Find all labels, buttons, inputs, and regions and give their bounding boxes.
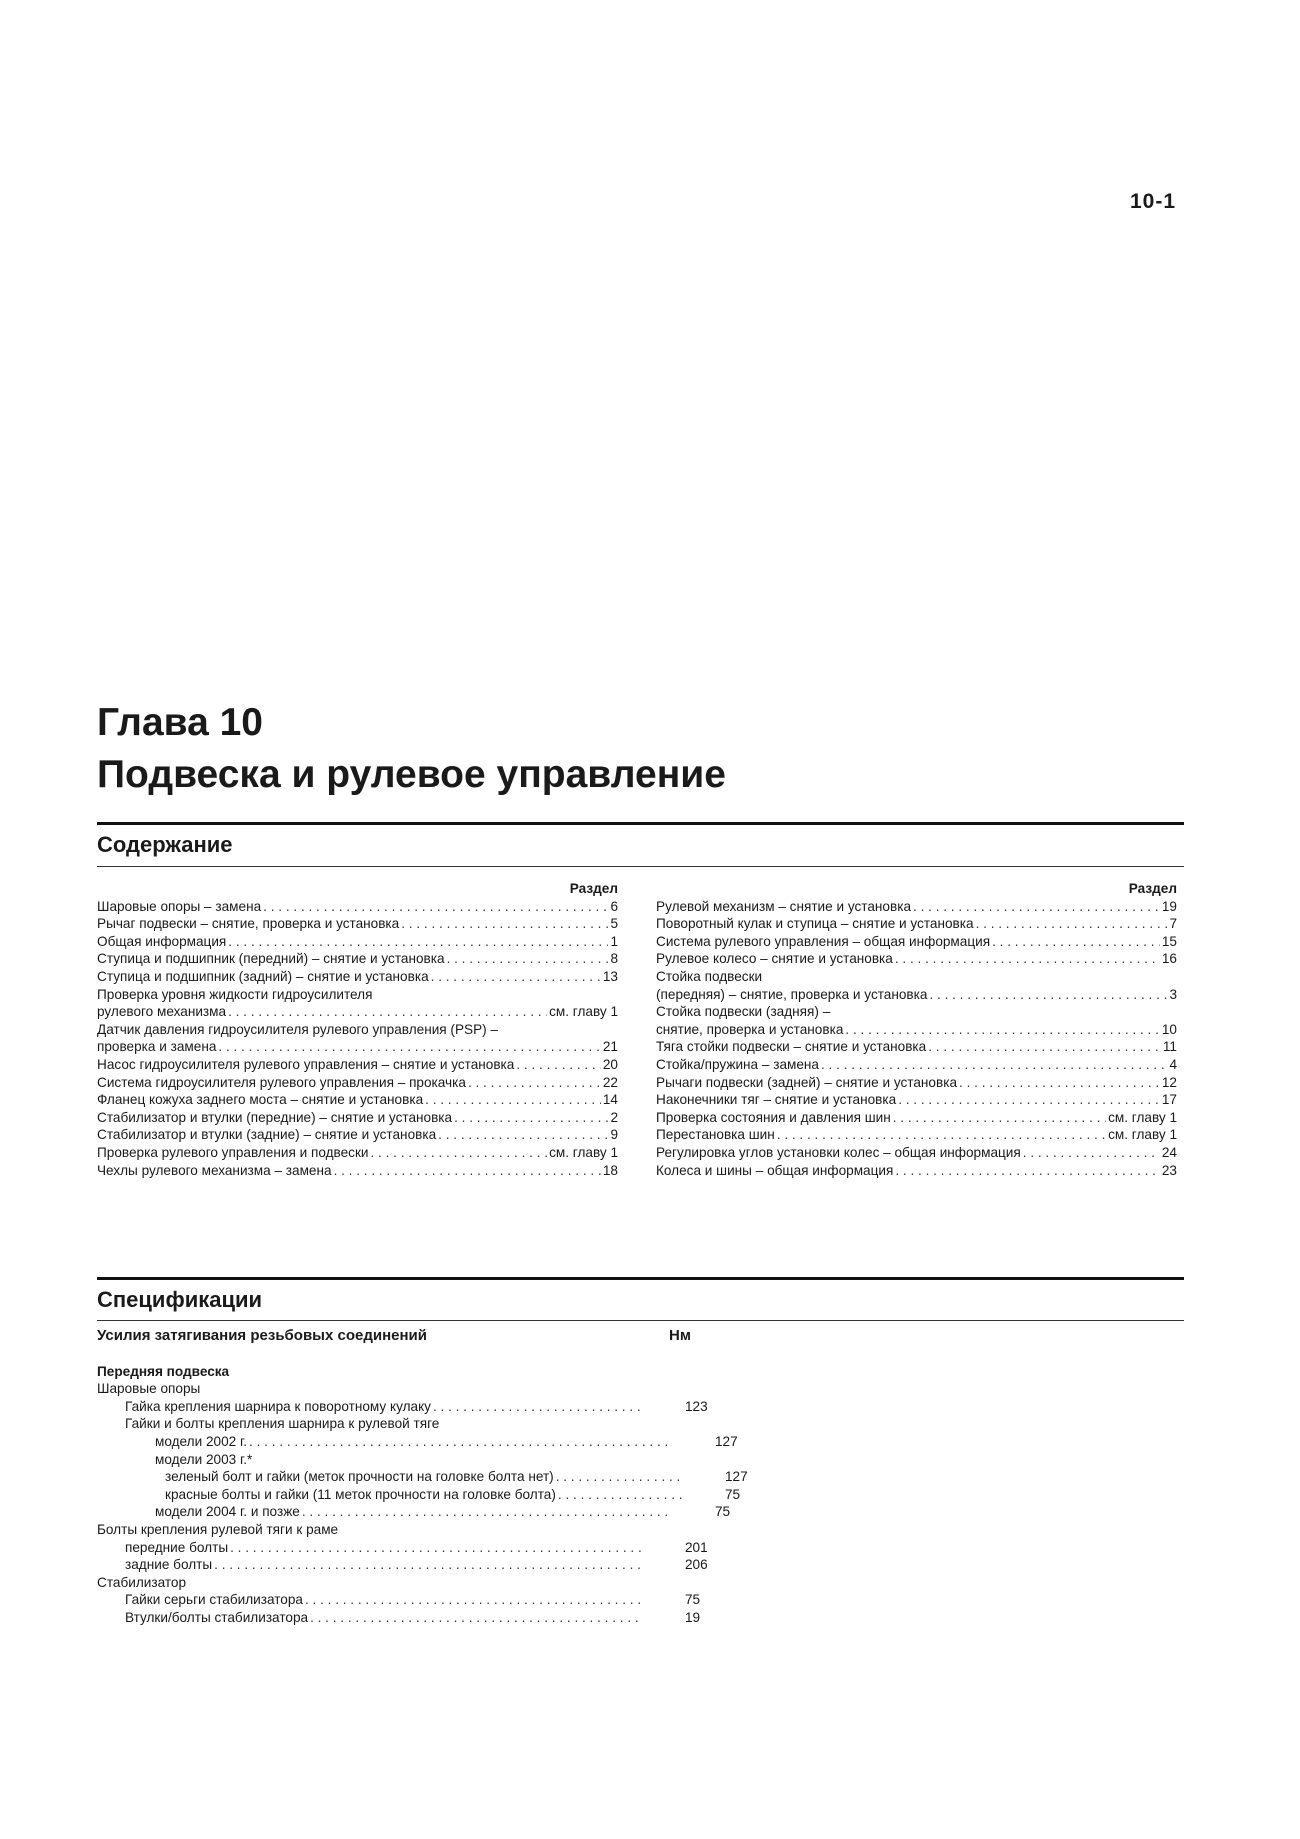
toc-entry-title: Фланец кожуха заднего моста – снятие и установка: [97, 1092, 424, 1108]
spec-row-label: Гайки серьги стабилизатора: [125, 1592, 303, 1608]
toc-entry-title: (передняя) – снятие, проверка и установка: [656, 986, 928, 1002]
spec-row-value: 127: [715, 1433, 738, 1449]
spec-row-label: зеленый болт и гайки (меток прочности на головке болта нет): [165, 1469, 554, 1485]
dot-leader: [913, 898, 1160, 916]
toc-entry-title: Наконечники тяг – снятие и установка: [656, 1092, 897, 1108]
dot-leader: [898, 1091, 1160, 1109]
spec-row-label: Болты крепления рулевой тяги к раме: [97, 1521, 339, 1537]
toc-entry: [97, 1162, 618, 1180]
spec-row: [97, 1574, 717, 1592]
dot-leader: [334, 1162, 601, 1180]
dot-leader: [928, 1038, 1161, 1056]
toc-entry-title: Шаровые опоры – замена: [97, 898, 262, 914]
dot-leader: [558, 1486, 683, 1504]
toc-entry: [97, 1056, 618, 1074]
spec-row-value: 206: [685, 1557, 708, 1573]
spec-row: [97, 1398, 717, 1416]
spec-row-label: Гайки и болты крепления шарнира к рулевой тяге: [125, 1416, 440, 1432]
toc-entry: [97, 898, 618, 916]
spec-row-label: красные болты и гайки (11 меток прочности на головке болта): [165, 1486, 556, 1502]
spec-unit-label: Нм: [669, 1327, 691, 1344]
spec-row: [97, 1433, 738, 1451]
toc-entry-section-number: 22: [602, 1074, 618, 1090]
toc-entry: [656, 1162, 1177, 1180]
chapter-label: Глава 10: [97, 701, 263, 744]
spec-row-label: модели 2002 г.: [155, 1433, 248, 1449]
toc-entry: [97, 1144, 618, 1162]
dot-leader: [438, 1126, 608, 1144]
toc-entry-title: Тяга стойки подвески – снятие и установка: [656, 1039, 927, 1055]
toc-entry-title: рулевого механизма: [97, 1004, 227, 1020]
dot-leader: [447, 950, 609, 968]
dot-leader: [556, 1468, 683, 1486]
spec-row-label: Шаровые опоры: [97, 1381, 201, 1397]
toc-entry-section-number: 12: [1161, 1074, 1177, 1090]
spec-row-value: 75: [725, 1486, 741, 1502]
dot-leader: [228, 1003, 547, 1021]
spec-row: [97, 1451, 717, 1469]
dot-leader: [468, 1074, 601, 1092]
toc-left-column: [97, 880, 618, 1179]
toc-entry-section-number: см. главу 1: [549, 1144, 618, 1160]
toc-entry-title: Стойка/пружина – замена: [656, 1056, 819, 1072]
toc-entry-section-number: 3: [1169, 986, 1177, 1002]
specs-bottom-rule: [97, 1320, 1184, 1321]
toc-entry-title: Рулевой механизм – снятие и установка: [656, 898, 912, 914]
dot-leader: [425, 1091, 601, 1109]
spec-row-label: Стабилизатор: [97, 1574, 187, 1590]
toc-entry: [656, 1109, 1177, 1127]
spec-row-label: Передняя подвеска: [97, 1363, 230, 1379]
toc-right-column: [656, 880, 1177, 1179]
toc-entry-line: Датчик давления гидроусилителя рулевого управления (PSP) –: [97, 1021, 499, 1037]
specs-heading: Спецификации: [97, 1287, 263, 1312]
spec-table-header: [97, 1327, 717, 1345]
toc-entry: [656, 986, 1177, 1004]
toc-entry-section-number: 13: [602, 968, 618, 984]
toc-entry-title: Регулировка углов установки колес – общая информация: [656, 1144, 1021, 1160]
dot-leader: [777, 1126, 1106, 1144]
spec-row: [97, 1556, 717, 1574]
spec-table-title: Усилия затягивания резьбовых соединений: [97, 1327, 427, 1344]
dot-leader: [218, 1038, 600, 1056]
toc-entry-section-number: 17: [1161, 1092, 1177, 1108]
dot-leader: [976, 915, 1168, 933]
toc-entry-section-number: 2: [610, 1109, 618, 1125]
toc-entry-section-number: 11: [1162, 1039, 1177, 1055]
dot-leader: [893, 1109, 1106, 1127]
spec-row-label: модели 2003 г.*: [155, 1451, 253, 1467]
dot-leader: [895, 1162, 1160, 1180]
page-number: 10-1: [1130, 190, 1177, 213]
spec-row-value: 201: [685, 1539, 708, 1555]
spec-row-label: Гайка крепления шарнира к поворотному кулаку: [125, 1398, 431, 1414]
contents-heading: Содержание: [97, 832, 233, 857]
spec-row: [97, 1363, 717, 1381]
torque-spec-table: [97, 1327, 748, 1627]
toc-column-header: Раздел: [569, 881, 618, 896]
specs-top-rule: [97, 1277, 1184, 1280]
toc-entry: [656, 1056, 1177, 1074]
toc-entry-line: Стойка подвески (задняя) –: [656, 1004, 831, 1020]
toc-entry-section-number: 6: [610, 898, 618, 914]
toc-entry-section-number: 14: [602, 1092, 618, 1108]
toc-entry-section-number: 10: [1161, 1021, 1177, 1037]
spec-row-label: Втулки/болты стабилизатора: [125, 1609, 309, 1625]
toc-entry-section-number: 16: [1161, 951, 1177, 967]
toc-entry: [97, 915, 618, 933]
toc-entry-section-number: см. главу 1: [549, 1004, 618, 1020]
toc-entry-title: Ступица и подшипник (передний) – снятие и установка: [97, 951, 445, 967]
toc-entry-line: Стойка подвески: [656, 968, 763, 984]
toc-entry: [656, 1144, 1177, 1162]
toc-entry-title: Перестановка шин: [656, 1127, 775, 1143]
toc-entry-title: Чехлы рулевого механизма – замена: [97, 1162, 332, 1178]
toc-entry: [97, 950, 618, 968]
spec-row: [97, 1609, 717, 1627]
toc-entry: [656, 950, 1177, 968]
contents-top-rule: [97, 822, 1184, 825]
toc-column-header: Раздел: [1128, 881, 1177, 896]
spec-row: [97, 1503, 731, 1521]
chapter-heading: [97, 698, 726, 800]
toc-entry-title: Стабилизатор и втулки (передние) – снятие и установка: [97, 1109, 453, 1125]
toc-entry-title: Колеса и шины – общая информация: [656, 1162, 894, 1178]
toc-entry-section-number: см. главу 1: [1108, 1109, 1177, 1125]
spec-row-value: 123: [685, 1398, 708, 1414]
dot-leader: [821, 1056, 1167, 1074]
toc-entry-title: Проверка рулевого управления и подвески: [97, 1144, 369, 1160]
contents-bottom-rule: [97, 866, 1184, 867]
toc-entry-section-number: 1: [610, 933, 618, 949]
dot-leader: [214, 1556, 643, 1574]
toc-entry: [656, 1021, 1177, 1039]
toc-entry: [97, 1038, 618, 1056]
toc-entry: [97, 1109, 618, 1127]
toc-entry-title: Насос гидроусилителя рулевого управления – снятие и установка: [97, 1056, 515, 1072]
toc-entry-section-number: 8: [610, 951, 618, 967]
dot-leader: [992, 933, 1160, 951]
dot-leader: [228, 933, 608, 951]
toc-entry: [656, 1091, 1177, 1109]
toc-entry: [97, 1091, 618, 1109]
spec-row-label: модели 2004 г. и позже: [155, 1504, 300, 1520]
toc-entry-section-number: 19: [1161, 898, 1177, 914]
toc-entry-title: Проверка состояния и давления шин: [656, 1109, 891, 1125]
dot-leader: [305, 1591, 643, 1609]
chapter-title: Подвеска и рулевое управление: [97, 753, 726, 796]
toc-entry: [97, 933, 618, 951]
dot-leader: [431, 968, 601, 986]
toc-entry: [97, 1126, 618, 1144]
dot-leader: [310, 1609, 643, 1627]
toc-entry: [97, 1003, 618, 1021]
dot-leader: [371, 1144, 548, 1162]
dot-leader: [454, 1109, 608, 1127]
spec-row: [97, 1521, 717, 1539]
toc-entry: [656, 933, 1177, 951]
toc-entry-section-number: 24: [1161, 1144, 1177, 1160]
toc-entry: [656, 1126, 1177, 1144]
toc-entry-title: Ступица и подшипник (задний) – снятие и установка: [97, 968, 429, 984]
toc-entry-title: Рычаг подвески – снятие, проверка и установка: [97, 916, 400, 932]
spec-row: [97, 1591, 717, 1609]
spec-row-label: передние болты: [125, 1539, 229, 1555]
toc-entry-section-number: 7: [1169, 916, 1177, 932]
spec-row: [97, 1486, 741, 1504]
dot-leader: [230, 1539, 643, 1557]
toc-entry-section-number: 23: [1161, 1162, 1177, 1178]
toc-entry: [656, 1038, 1177, 1056]
toc-entry-title: проверка и замена: [97, 1039, 217, 1055]
spec-row: [97, 1468, 748, 1486]
dot-leader: [263, 898, 608, 916]
toc-entry: [656, 898, 1177, 916]
toc-entry-title: снятие, проверка и установка: [656, 1021, 844, 1037]
toc-entry-title: Рулевое колесо – снятие и установка: [656, 951, 893, 967]
toc-entry-title: Система рулевого управления – общая информация: [656, 933, 991, 949]
toc-entry: [97, 968, 618, 986]
spec-row: [97, 1539, 717, 1557]
toc-entry-section-number: 15: [1161, 933, 1177, 949]
spec-row-label: задние болты: [125, 1557, 213, 1573]
toc-entry: [97, 1074, 618, 1092]
spec-row-value: 75: [685, 1592, 701, 1608]
dot-leader: [959, 1074, 1160, 1092]
toc-entry-title: Общая информация: [97, 933, 227, 949]
toc-entry-section-number: 4: [1169, 1056, 1177, 1072]
toc-entry-section-number: см. главу 1: [1108, 1127, 1177, 1143]
toc-entry-section-number: 5: [610, 916, 618, 932]
toc-entry-section-number: 9: [610, 1127, 618, 1143]
dot-leader: [249, 1433, 673, 1451]
toc-entry-section-number: 21: [602, 1039, 618, 1055]
dot-leader: [1023, 1144, 1160, 1162]
spec-row-value: 127: [725, 1469, 748, 1485]
toc-entry-title: Рычаги подвески (задней) – снятие и установка: [656, 1074, 958, 1090]
dot-leader: [433, 1398, 643, 1416]
spec-row-value: 19: [685, 1609, 701, 1625]
spec-row: [97, 1415, 717, 1433]
dot-leader: [516, 1056, 601, 1074]
toc-entry-line: Проверка уровня жидкости гидроусилителя: [97, 986, 373, 1002]
spec-row: [97, 1380, 717, 1398]
toc-entry-title: Стабилизатор и втулки (задние) – снятие и установка: [97, 1127, 437, 1143]
toc-entry-title: Система гидроусилителя рулевого управления – прокачка: [97, 1074, 466, 1090]
dot-leader: [895, 950, 1160, 968]
dot-leader: [845, 1021, 1159, 1039]
toc-entry-section-number: 18: [602, 1162, 618, 1178]
toc-entry-title: Поворотный кулак и ступица – снятие и установка: [656, 916, 974, 932]
toc-entry: [656, 1074, 1177, 1092]
dot-leader: [401, 915, 608, 933]
dot-leader: [929, 986, 1167, 1004]
spec-row-value: 75: [715, 1504, 731, 1520]
dot-leader: [302, 1503, 673, 1521]
toc-entry: [656, 915, 1177, 933]
toc-entry-section-number: 20: [602, 1056, 618, 1072]
